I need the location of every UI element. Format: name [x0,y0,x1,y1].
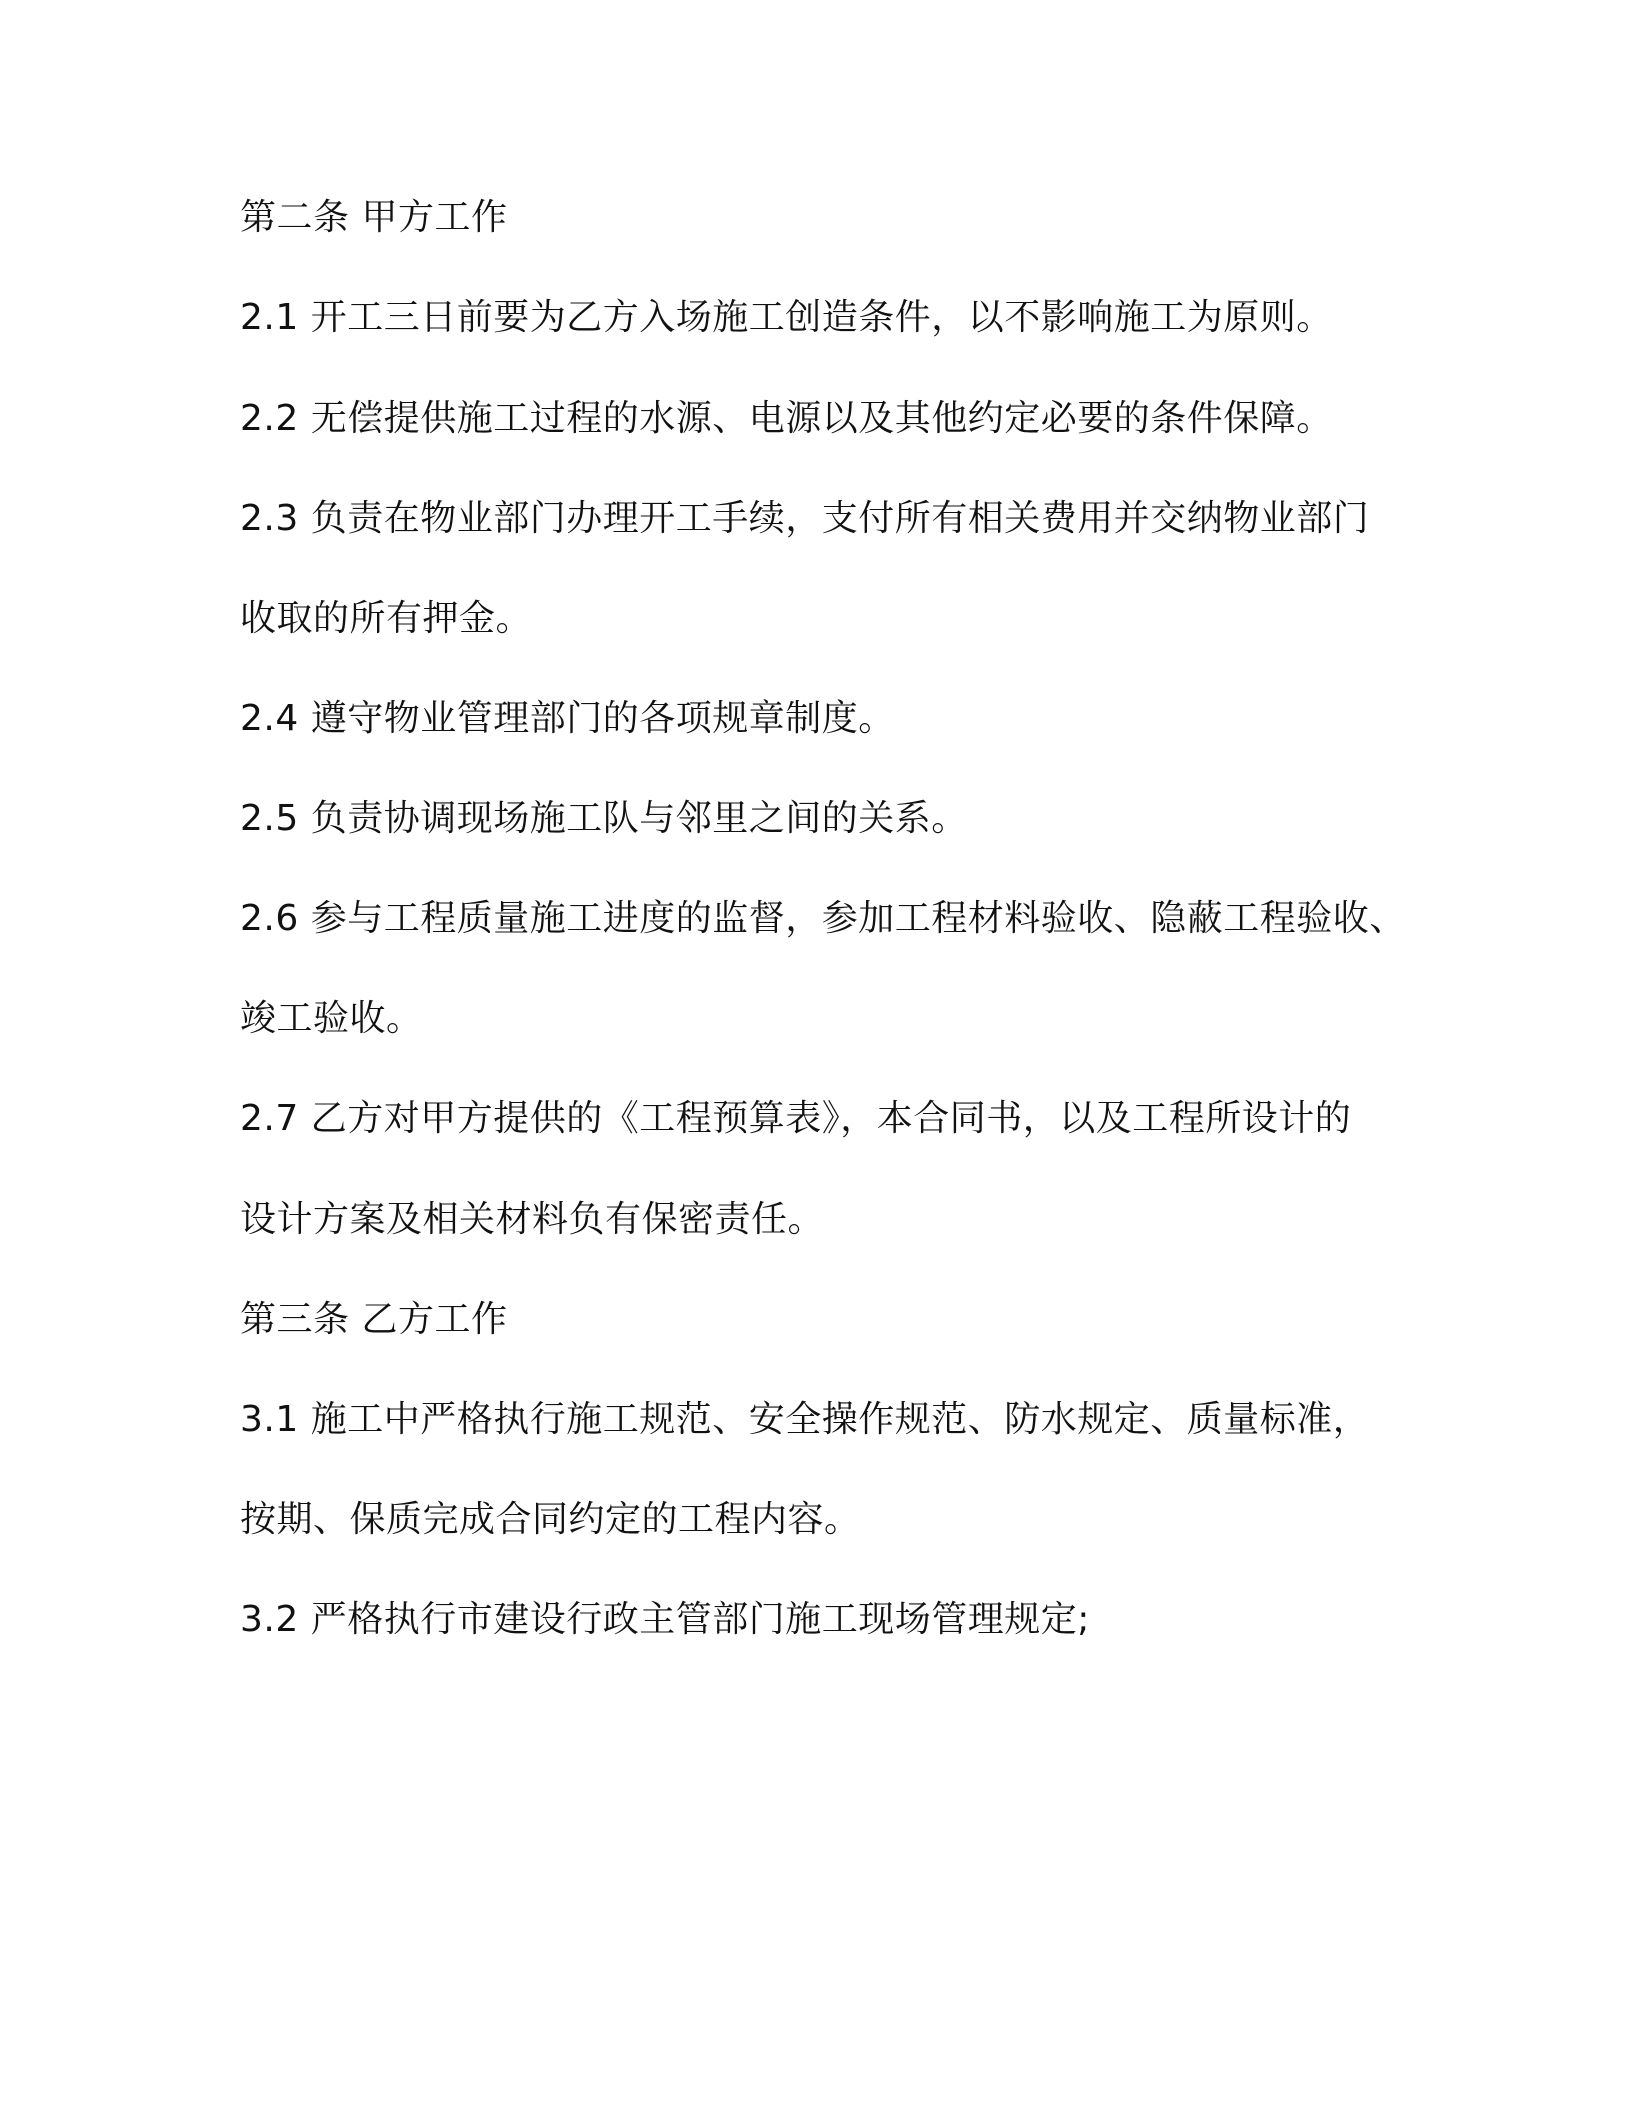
clause-3-1-continued: 按期、保质完成合同约定的工程内容。 [240,1499,861,1540]
clause-2-6: 2.6 参与工程质量施工进度的监督，参加工程材料验收、隐蔽工程验收、 [240,898,1406,939]
section-heading-party-b-duties: 第三条 乙方工作 [240,1299,508,1340]
clause-2-7: 2.7 乙方对甲方提供的《工程预算表》，本合同书，以及工程所设计的 [240,1098,1352,1139]
clause-2-7-continued: 设计方案及相关材料负有保密责任。 [240,1199,825,1240]
clause-2-6-continued: 竣工验收。 [240,998,423,1039]
clause-2-4: 2.4 遵守物业管理部门的各项规章制度。 [240,698,895,739]
clause-2-1: 2.1 开工三日前要为乙方入场施工创造条件，以不影响施工为原则。 [240,297,1333,338]
section-heading-party-a-duties: 第二条 甲方工作 [240,197,508,238]
clause-2-2: 2.2 无偿提供施工过程的水源、电源以及其他约定必要的条件保障。 [240,398,1333,439]
clause-2-3-continued: 收取的所有押金。 [240,598,533,639]
clause-3-2: 3.2 严格执行市建设行政主管部门施工现场管理规定; [240,1599,1090,1640]
clause-2-3: 2.3 负责在物业部门办理开工手续，支付所有相关费用并交纳物业部门 [240,498,1370,539]
clause-2-5: 2.5 负责协调现场施工队与邻里之间的关系。 [240,798,968,839]
clause-3-1: 3.1 施工中严格执行施工规范、安全操作规范、防水规定、质量标准， [240,1399,1370,1440]
